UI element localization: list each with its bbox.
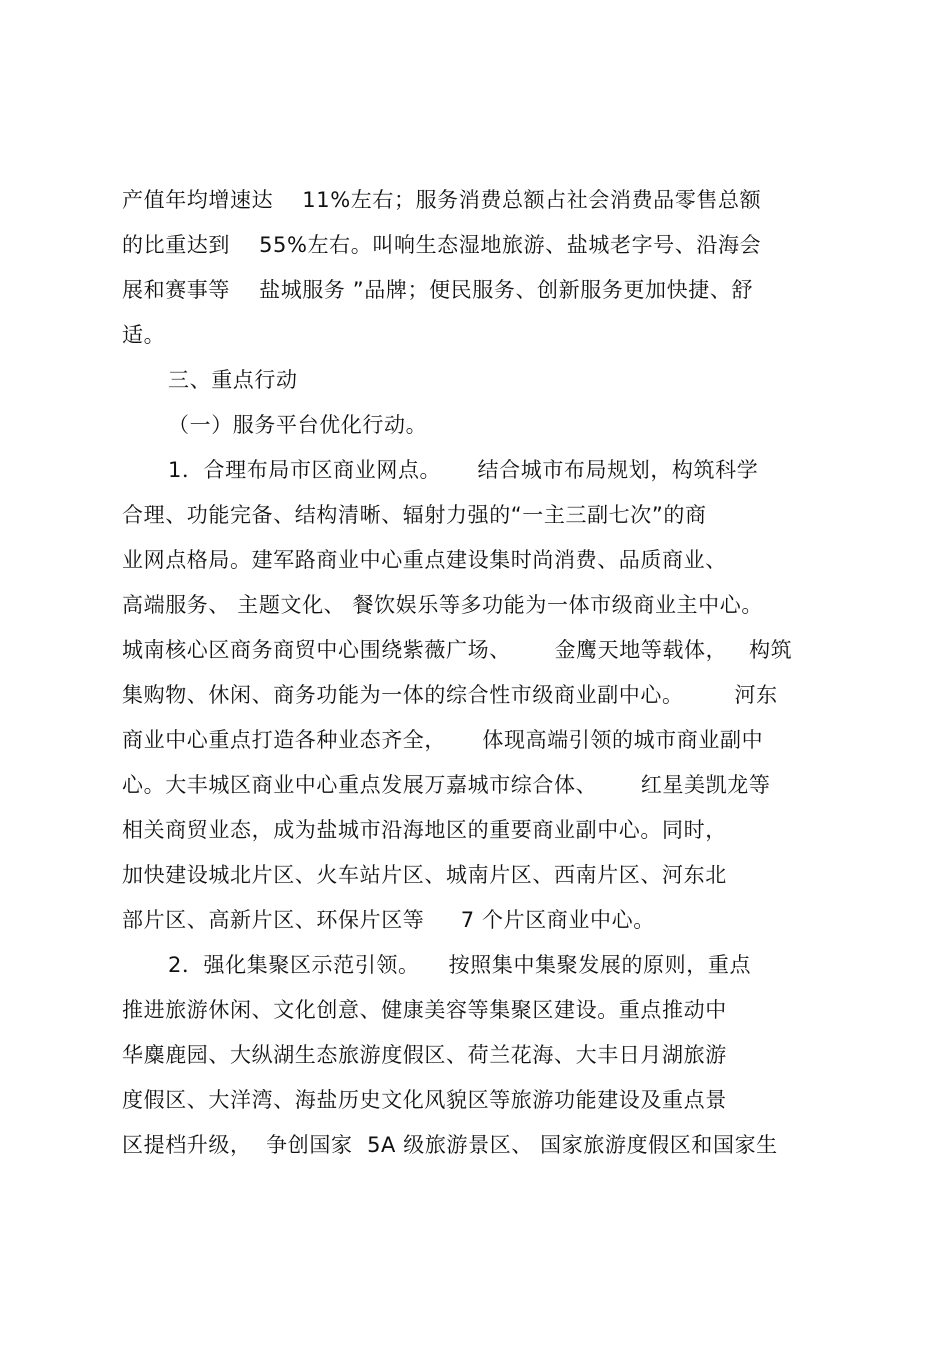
text-line: 展和赛事等 盐城服务 ”品牌；便民服务、创新服务更加快捷、舒 (122, 278, 754, 302)
text-line: 的比重达到 55%左右。叫响生态湿地旅游、盐城老字号、沿海会 (122, 233, 762, 257)
text-line: 1．合理布局市区商业网点。 结合城市布局规划，构筑科学 (168, 458, 759, 482)
subsection-heading: （一）服务平台优化行动。 (168, 413, 428, 437)
text-line: 合理、功能完备、结构清晰、辐射力强的“一主三副七次”的商 (122, 503, 707, 527)
text-line: 部片区、高新片区、环保片区等 7 个片区商业中心。 (122, 908, 655, 932)
text-line: 高端服务、 主题文化、 餐饮娱乐等多功能为一体市级商业主中心。 (122, 593, 763, 617)
text-line: 产值年均增速达 11%左右；服务消费总额占社会消费品零售总额 (122, 188, 762, 212)
text-line: 2．强化集聚区示范引领。 按照集中集聚发展的原则，重点 (168, 953, 752, 977)
text-line: 相关商贸业态，成为盐城市沿海地区的重要商业副中心。同时， (122, 818, 727, 842)
text-line: 业网点格局。建军路商业中心重点建设集时尚消费、品质商业、 (122, 548, 727, 572)
text-line: 适。 (122, 323, 166, 347)
section-heading: 三、重点行动 (168, 368, 298, 392)
text-line: 度假区、大洋湾、海盐历史文化风貌区等旅游功能建设及重点景 (122, 1088, 727, 1112)
text-line: 集购物、休闲、商务功能为一体的综合性市级商业副中心。 河东 (122, 683, 778, 707)
text-line: 华麋鹿园、大纵湖生态旅游度假区、荷兰花海、大丰日月湖旅游 (122, 1043, 727, 1067)
text-line: 加快建设城北片区、火车站片区、城南片区、西南片区、河东北 (122, 863, 727, 887)
text-line: 城南核心区商务商贸中心围绕紫薇广场、 金鹰天地等载体， 构筑 (122, 638, 793, 662)
text-line: 推进旅游休闲、文化创意、健康美容等集聚区建设。重点推动中 (122, 998, 727, 1022)
text-line: 区提档升级， 争创国家 5A 级旅游景区、 国家旅游度假区和国家生 (122, 1133, 778, 1157)
text-line: 心。大丰城区商业中心重点发展万嘉城市综合体、 红星美凯龙等 (122, 773, 771, 797)
text-line: 商业中心重点打造各种业态齐全， 体现高端引领的城市商业副中 (122, 728, 764, 752)
